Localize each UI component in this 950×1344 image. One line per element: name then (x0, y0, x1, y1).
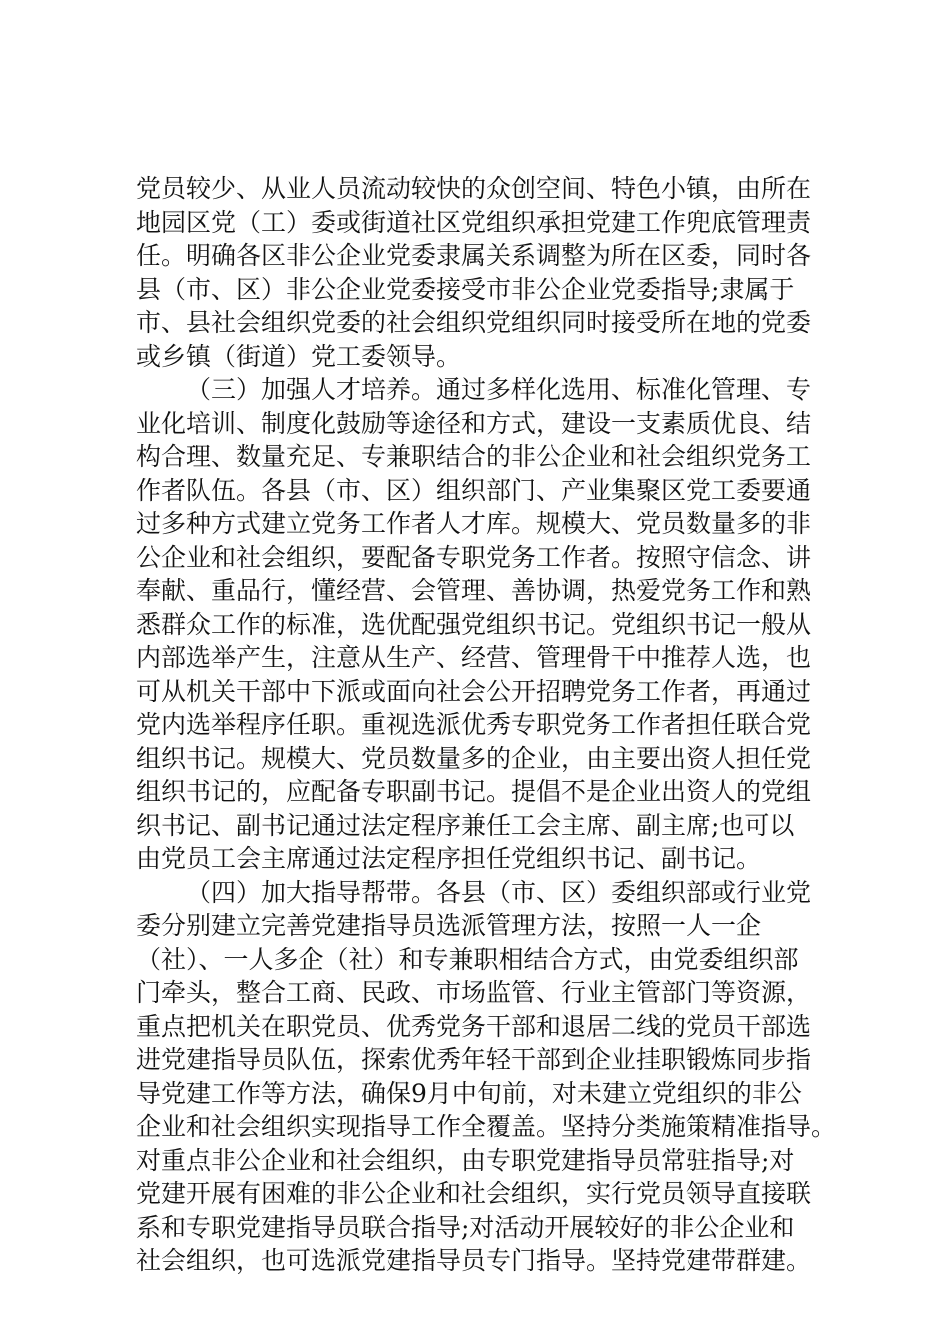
text-line: 作者队伍。各县（市、区）组织部门、产业集聚区党工委要通 (136, 475, 812, 505)
paragraph (136, 172, 856, 373)
text-line: 导党建工作等方法，确保9月中旬前，对未建立党组织的非公 (136, 1078, 802, 1108)
text-line: 由党员工会主席通过法定程序担任党组织书记、副书记。 (136, 844, 762, 873)
text-line: 门牵头，整合工商、民政、市场监管、行业主管部门等资源， (136, 978, 812, 1007)
text-line: 县（市、区）非公企业党委接受市非公企业党委指导;隶属于 (136, 274, 795, 304)
text-line: 可从机关干部中下派或面向社会公开招聘党务工作者，再通过 (136, 676, 812, 706)
text-line: 委分别建立完善党建指导员选派管理方法，按照一人一企 (136, 911, 762, 940)
text-line: 系和专职党建指导员联合指导;对活动开展较好的非公企业和 (136, 1212, 795, 1242)
text-line: （三）加强人才培养。通过多样化选用、标准化管理、专 (186, 375, 812, 404)
text-line: 或乡镇（街道）党工委领导。 (136, 341, 462, 371)
text-line: 社会组织，也可选派党建指导员专门指导。坚持党建带群建。 (136, 1246, 812, 1275)
text-line: 构合理、数量充足、专兼职结合的非公企业和社会组织党务工 (136, 442, 812, 471)
text-line: （社）、一人多企（社）和专兼职相结合方式，由党委组织部 (136, 944, 799, 974)
text-line: 悉群众工作的标准，选优配强党组织书记。党组织书记一般从 (136, 609, 812, 639)
text-line: 地园区党（工）委或街道社区党组织承担党建工作兜底管理责 (136, 207, 812, 237)
text-line: （四）加大指导帮带。各县（市、区）委组织部或行业党 (186, 877, 812, 907)
text-line: 过多种方式建立党务工作者人才库。规模大、党员数量多的非 (136, 509, 812, 538)
text-line: 任。明确各区非公企业党委隶属关系调整为所在区委，同时各 (136, 241, 812, 270)
text-line: 业化培训、制度化鼓励等途径和方式，建设一支素质优良、结 (136, 408, 812, 438)
text-line: 企业和社会组织实现指导工作全覆盖。坚持分类施策精准指导。 (136, 1112, 837, 1141)
text-line: 织书记、副书记通过法定程序兼任工会主席、副主席;也可以 (136, 810, 795, 840)
text-line: 党员较少、从业人员流动较快的众创空间、特色小镇，由所在 (136, 174, 812, 203)
paragraph (136, 373, 856, 876)
text-line: 重点把机关在职党员、优秀党务干部和退居二线的党员干部选 (136, 1011, 812, 1041)
document-body (136, 172, 856, 1278)
text-line: 对重点非公企业和社会组织，由专职党建指导员常驻指导;对 (136, 1145, 795, 1175)
text-line: 组织书记的，应配备专职副书记。提倡不是企业出资人的党组 (136, 777, 812, 806)
paragraph (136, 876, 856, 1278)
text-line: 公企业和社会组织，要配备专职党务工作者。按照守信念、讲 (136, 542, 812, 572)
text-line: 市、县社会组织党委的社会组织党组织同时接受所在地的党委 (136, 308, 812, 337)
text-line: 党建开展有困难的非公企业和社会组织，实行党员领导直接联 (136, 1179, 812, 1208)
text-line: 奉献、重品行，懂经营、会管理、善协调，热爱党务工作和熟 (136, 576, 812, 605)
text-line: 进党建指导员队伍，探索优秀年轻干部到企业挂职锻炼同步指 (136, 1045, 812, 1074)
text-line: 党内选举程序任职。重视选派优秀专职党务工作者担任联合党 (136, 710, 812, 739)
text-line: 组织书记。规模大、党员数量多的企业，由主要出资人担任党 (136, 743, 812, 773)
text-line: 内部选举产生，注意从生产、经营、管理骨干中推荐人选，也 (136, 643, 812, 672)
